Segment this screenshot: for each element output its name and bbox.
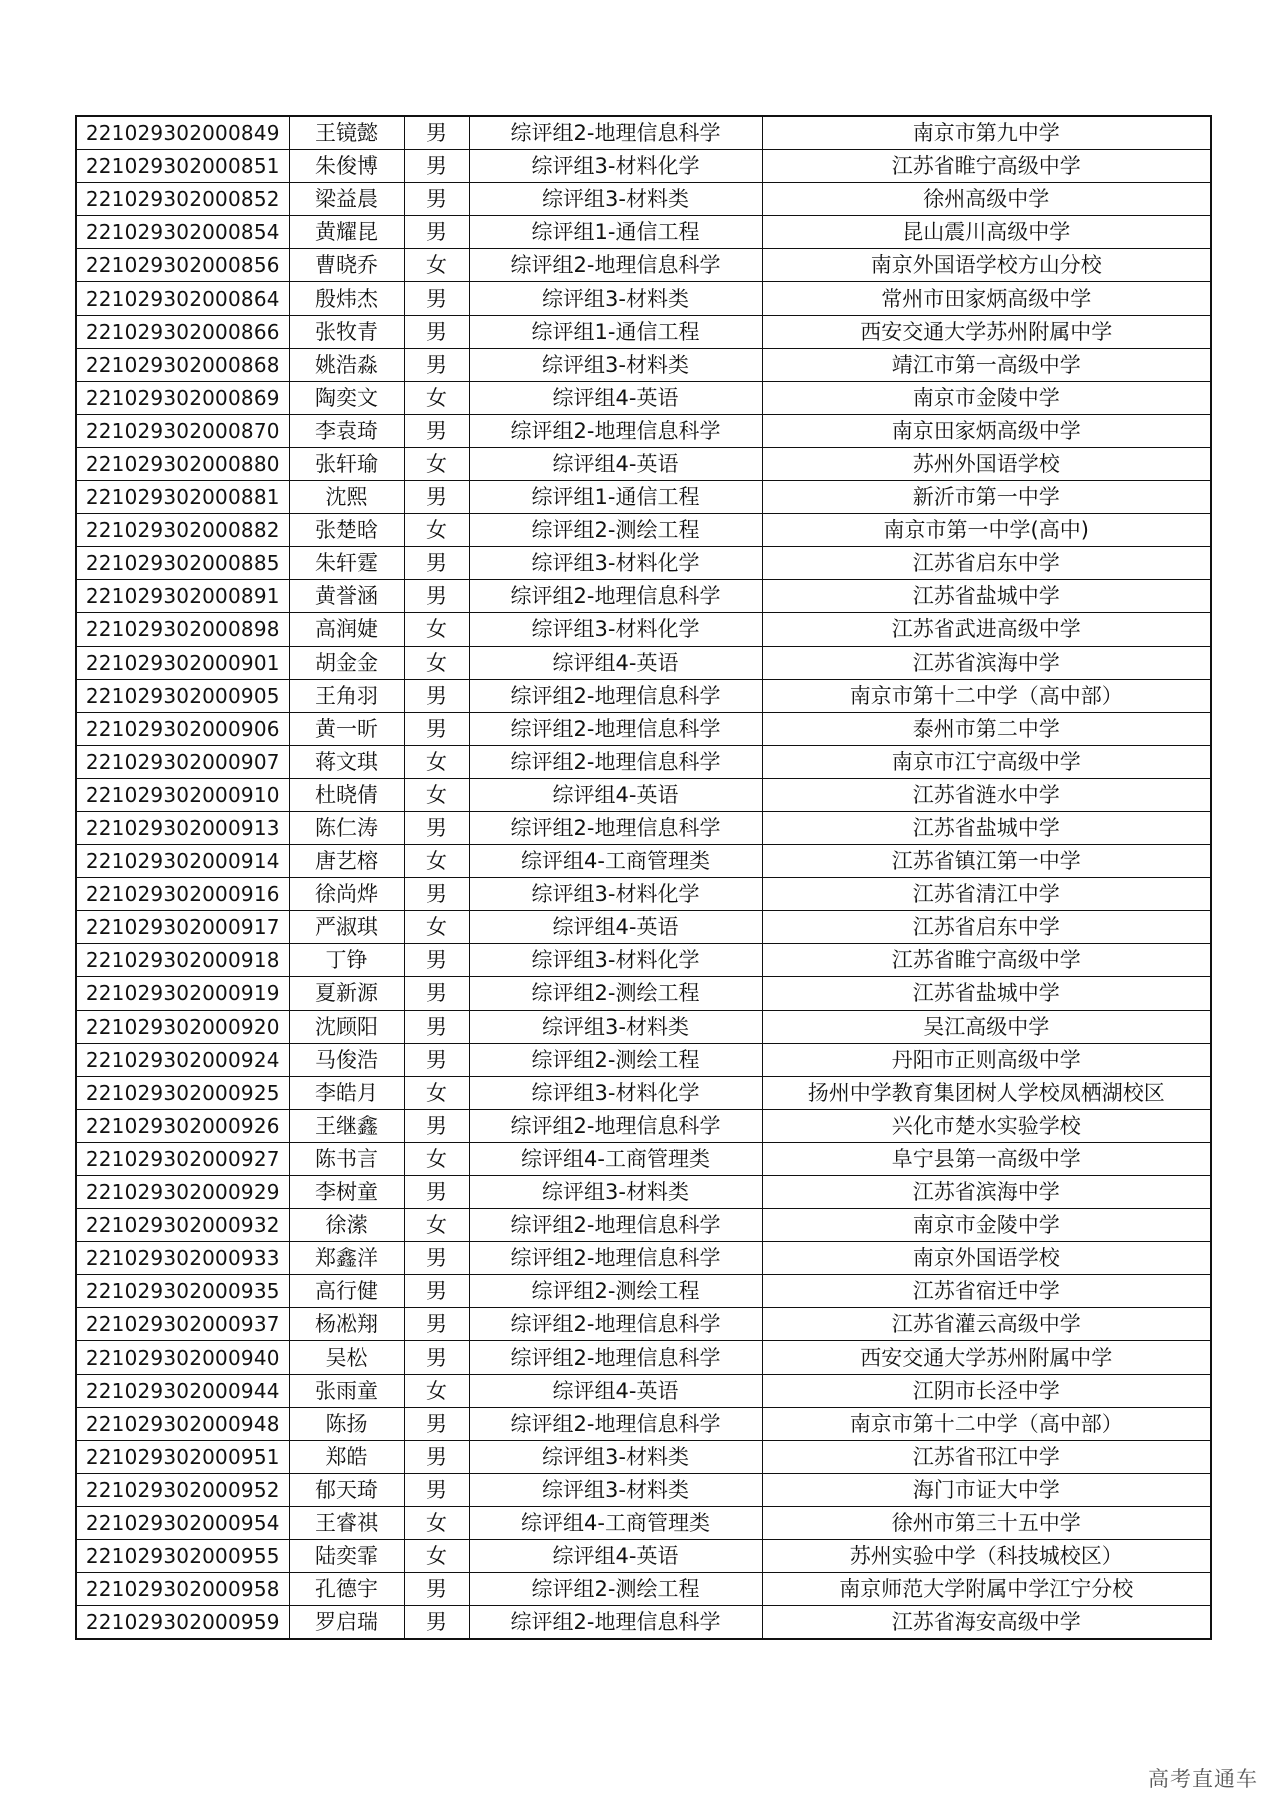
student-name-cell: 张楚晗 [289,514,404,547]
candidate-id-cell: 221029302000881 [76,481,289,514]
gender-cell: 女 [404,1142,469,1175]
student-name-cell: 夏新源 [289,977,404,1010]
table-row [76,315,1211,348]
candidate-id-cell: 221029302000856 [76,249,289,282]
group-major-cell: 综评组1-通信工程 [469,315,762,348]
gender-cell: 男 [404,1043,469,1076]
group-major-cell: 综评组3-材料类 [469,1010,762,1043]
gender-cell: 女 [404,1076,469,1109]
candidate-id-cell: 221029302000905 [76,679,289,712]
candidate-id-cell: 221029302000870 [76,414,289,447]
table-row [76,845,1211,878]
school-cell: 江苏省滨海中学 [762,1176,1211,1209]
group-major-cell: 综评组3-材料化学 [469,878,762,911]
student-name-cell: 王角羽 [289,679,404,712]
school-cell: 西安交通大学苏州附属中学 [762,315,1211,348]
school-cell: 南京市第十二中学（高中部） [762,1407,1211,1440]
school-cell: 南京田家炳高级中学 [762,414,1211,447]
student-name-cell: 郁天琦 [289,1473,404,1506]
gender-cell: 男 [404,481,469,514]
group-major-cell: 综评组4-工商管理类 [469,1506,762,1539]
student-name-cell: 曹晓乔 [289,249,404,282]
school-cell: 江苏省海安高级中学 [762,1606,1211,1640]
table-row [76,679,1211,712]
school-cell: 苏州实验中学（科技城校区） [762,1540,1211,1573]
table-row [76,1407,1211,1440]
school-cell: 吴江高级中学 [762,1010,1211,1043]
candidate-id-cell: 221029302000932 [76,1209,289,1242]
candidate-id-cell: 221029302000935 [76,1275,289,1308]
group-major-cell: 综评组2-地理信息科学 [469,1209,762,1242]
gender-cell: 男 [404,1473,469,1506]
group-major-cell: 综评组3-材料类 [469,1473,762,1506]
table-row [76,712,1211,745]
gender-cell: 男 [404,1242,469,1275]
candidate-id-cell: 221029302000864 [76,282,289,315]
gender-cell: 男 [404,547,469,580]
admission-list-table [75,115,1212,1640]
table-row [76,547,1211,580]
student-name-cell: 唐艺榕 [289,845,404,878]
candidate-id-cell: 221029302000854 [76,216,289,249]
table-row [76,1308,1211,1341]
table-row [76,1606,1211,1640]
student-name-cell: 郑皓 [289,1440,404,1473]
group-major-cell: 综评组2-地理信息科学 [469,116,762,150]
gender-cell: 女 [404,1506,469,1539]
candidate-id-cell: 221029302000907 [76,745,289,778]
group-major-cell: 综评组4-英语 [469,1374,762,1407]
gender-cell: 女 [404,249,469,282]
school-cell: 昆山震川高级中学 [762,216,1211,249]
candidate-id-cell: 221029302000919 [76,977,289,1010]
table-row [76,1109,1211,1142]
table-row [76,977,1211,1010]
gender-cell: 男 [404,1573,469,1606]
group-major-cell: 综评组2-地理信息科学 [469,1308,762,1341]
gender-cell: 女 [404,447,469,480]
school-cell: 常州市田家炳高级中学 [762,282,1211,315]
gender-cell: 男 [404,1606,469,1640]
group-major-cell: 综评组3-材料化学 [469,150,762,183]
gender-cell: 男 [404,216,469,249]
group-major-cell: 综评组2-测绘工程 [469,1573,762,1606]
table-row [76,116,1211,150]
candidate-id-cell: 221029302000940 [76,1341,289,1374]
candidate-id-cell: 221029302000916 [76,878,289,911]
table-row [76,183,1211,216]
gender-cell: 女 [404,613,469,646]
table-row [76,481,1211,514]
student-name-cell: 朱俊博 [289,150,404,183]
table-row [76,1242,1211,1275]
student-name-cell: 姚浩淼 [289,348,404,381]
candidate-id-cell: 221029302000882 [76,514,289,547]
group-major-cell: 综评组2-测绘工程 [469,514,762,547]
group-major-cell: 综评组2-地理信息科学 [469,1606,762,1640]
group-major-cell: 综评组2-地理信息科学 [469,1109,762,1142]
gender-cell: 男 [404,1109,469,1142]
candidate-id-cell: 221029302000852 [76,183,289,216]
school-cell: 南京市第一中学(高中) [762,514,1211,547]
candidate-id-cell: 221029302000866 [76,315,289,348]
group-major-cell: 综评组4-英语 [469,646,762,679]
group-major-cell: 综评组2-测绘工程 [469,977,762,1010]
school-cell: 南京市江宁高级中学 [762,745,1211,778]
table-row [76,216,1211,249]
student-name-cell: 陈扬 [289,1407,404,1440]
candidate-id-cell: 221029302000926 [76,1109,289,1142]
school-cell: 兴化市楚水实验学校 [762,1109,1211,1142]
school-cell: 徐州市第三十五中学 [762,1506,1211,1539]
group-major-cell: 综评组2-地理信息科学 [469,811,762,844]
student-name-cell: 王睿祺 [289,1506,404,1539]
school-cell: 泰州市第二中学 [762,712,1211,745]
school-cell: 靖江市第一高级中学 [762,348,1211,381]
table-row [76,911,1211,944]
candidate-id-cell: 221029302000901 [76,646,289,679]
student-name-cell: 杨凇翔 [289,1308,404,1341]
student-name-cell: 李皓月 [289,1076,404,1109]
admission-list-body [76,116,1211,1639]
gender-cell: 男 [404,150,469,183]
candidate-id-cell: 221029302000929 [76,1176,289,1209]
candidate-id-cell: 221029302000910 [76,778,289,811]
group-major-cell: 综评组2-测绘工程 [469,1043,762,1076]
student-name-cell: 罗启瑞 [289,1606,404,1640]
table-row [76,447,1211,480]
table-row [76,150,1211,183]
school-cell: 江苏省睢宁高级中学 [762,944,1211,977]
student-name-cell: 沈顾阳 [289,1010,404,1043]
table-row [76,1275,1211,1308]
gender-cell: 男 [404,282,469,315]
table-row [76,381,1211,414]
table-row [76,1176,1211,1209]
candidate-id-cell: 221029302000944 [76,1374,289,1407]
candidate-id-cell: 221029302000933 [76,1242,289,1275]
group-major-cell: 综评组3-材料类 [469,348,762,381]
table-row [76,1374,1211,1407]
student-name-cell: 黄一昕 [289,712,404,745]
group-major-cell: 综评组4-英语 [469,778,762,811]
student-name-cell: 吴松 [289,1341,404,1374]
gender-cell: 女 [404,1209,469,1242]
student-name-cell: 殷炜杰 [289,282,404,315]
group-major-cell: 综评组3-材料化学 [469,944,762,977]
gender-cell: 男 [404,878,469,911]
student-name-cell: 徐尚烨 [289,878,404,911]
school-cell: 江苏省灌云高级中学 [762,1308,1211,1341]
school-cell: 海门市证大中学 [762,1473,1211,1506]
table-row [76,580,1211,613]
table-row [76,1209,1211,1242]
gender-cell: 女 [404,1374,469,1407]
school-cell: 江苏省睢宁高级中学 [762,150,1211,183]
candidate-id-cell: 221029302000914 [76,845,289,878]
student-name-cell: 严淑琪 [289,911,404,944]
school-cell: 江苏省镇江第一中学 [762,845,1211,878]
candidate-id-cell: 221029302000849 [76,116,289,150]
school-cell: 江苏省武进高级中学 [762,613,1211,646]
table-row [76,878,1211,911]
table-row [76,1142,1211,1175]
group-major-cell: 综评组4-工商管理类 [469,845,762,878]
table-row [76,1341,1211,1374]
school-cell: 南京外国语学校方山分校 [762,249,1211,282]
table-row [76,1473,1211,1506]
student-name-cell: 马俊浩 [289,1043,404,1076]
school-cell: 丹阳市正则高级中学 [762,1043,1211,1076]
table-row [76,249,1211,282]
candidate-id-cell: 221029302000958 [76,1573,289,1606]
table-row [76,348,1211,381]
gender-cell: 男 [404,977,469,1010]
student-name-cell: 李袁琦 [289,414,404,447]
candidate-id-cell: 221029302000851 [76,150,289,183]
student-name-cell: 梁益晨 [289,183,404,216]
candidate-id-cell: 221029302000891 [76,580,289,613]
student-name-cell: 黄耀昆 [289,216,404,249]
student-name-cell: 陶奕文 [289,381,404,414]
school-cell: 江苏省涟水中学 [762,778,1211,811]
gender-cell: 女 [404,778,469,811]
school-cell: 江苏省盐城中学 [762,580,1211,613]
group-major-cell: 综评组3-材料化学 [469,1076,762,1109]
school-cell: 南京市第九中学 [762,116,1211,150]
group-major-cell: 综评组2-地理信息科学 [469,414,762,447]
table-row [76,613,1211,646]
school-cell: 江苏省启东中学 [762,911,1211,944]
candidate-id-cell: 221029302000898 [76,613,289,646]
table-row [76,745,1211,778]
gender-cell: 男 [404,1440,469,1473]
gender-cell: 男 [404,1010,469,1043]
gender-cell: 男 [404,679,469,712]
school-cell: 江苏省盐城中学 [762,977,1211,1010]
school-cell: 新沂市第一中学 [762,481,1211,514]
group-major-cell: 综评组2-地理信息科学 [469,745,762,778]
gender-cell: 男 [404,414,469,447]
gender-cell: 男 [404,116,469,150]
gender-cell: 男 [404,811,469,844]
candidate-id-cell: 221029302000924 [76,1043,289,1076]
table-row [76,1076,1211,1109]
group-major-cell: 综评组2-地理信息科学 [469,249,762,282]
school-cell: 江苏省滨海中学 [762,646,1211,679]
table-row [76,1540,1211,1573]
school-cell: 江苏省启东中学 [762,547,1211,580]
candidate-id-cell: 221029302000948 [76,1407,289,1440]
school-cell: 南京市第十二中学（高中部） [762,679,1211,712]
gender-cell: 女 [404,911,469,944]
table-row [76,944,1211,977]
candidate-id-cell: 221029302000925 [76,1076,289,1109]
student-name-cell: 黄誉涵 [289,580,404,613]
group-major-cell: 综评组4-英语 [469,911,762,944]
student-name-cell: 徐潆 [289,1209,404,1242]
table-row [76,646,1211,679]
candidate-id-cell: 221029302000951 [76,1440,289,1473]
student-name-cell: 张雨童 [289,1374,404,1407]
gender-cell: 女 [404,514,469,547]
table-row [76,1010,1211,1043]
group-major-cell: 综评组2-地理信息科学 [469,1341,762,1374]
student-name-cell: 李树童 [289,1176,404,1209]
candidate-id-cell: 221029302000917 [76,911,289,944]
group-major-cell: 综评组3-材料类 [469,1440,762,1473]
group-major-cell: 综评组2-地理信息科学 [469,1242,762,1275]
school-cell: 南京外国语学校 [762,1242,1211,1275]
group-major-cell: 综评组3-材料类 [469,183,762,216]
group-major-cell: 综评组3-材料化学 [469,547,762,580]
school-cell: 南京师范大学附属中学江宁分校 [762,1573,1211,1606]
gender-cell: 男 [404,712,469,745]
school-cell: 西安交通大学苏州附属中学 [762,1341,1211,1374]
school-cell: 江苏省宿迁中学 [762,1275,1211,1308]
table-row [76,514,1211,547]
group-major-cell: 综评组2-测绘工程 [469,1275,762,1308]
group-major-cell: 综评组3-材料类 [469,1176,762,1209]
gender-cell: 女 [404,845,469,878]
school-cell: 江苏省邗江中学 [762,1440,1211,1473]
gender-cell: 女 [404,381,469,414]
gender-cell: 男 [404,944,469,977]
school-cell: 扬州中学教育集团树人学校凤栖湖校区 [762,1076,1211,1109]
group-major-cell: 综评组1-通信工程 [469,481,762,514]
candidate-id-cell: 221029302000927 [76,1142,289,1175]
candidate-id-cell: 221029302000906 [76,712,289,745]
table-row [76,811,1211,844]
student-name-cell: 陈仁涛 [289,811,404,844]
table-row [76,414,1211,447]
candidate-id-cell: 221029302000868 [76,348,289,381]
gender-cell: 女 [404,1540,469,1573]
candidate-id-cell: 221029302000954 [76,1506,289,1539]
candidate-id-cell: 221029302000955 [76,1540,289,1573]
student-name-cell: 陆奕霏 [289,1540,404,1573]
candidate-id-cell: 221029302000918 [76,944,289,977]
gender-cell: 男 [404,1176,469,1209]
student-name-cell: 高行健 [289,1275,404,1308]
candidate-id-cell: 221029302000913 [76,811,289,844]
site-watermark: 高考直通车 [1148,1767,1258,1791]
gender-cell: 男 [404,315,469,348]
gender-cell: 男 [404,1275,469,1308]
student-name-cell: 高润婕 [289,613,404,646]
gender-cell: 男 [404,1407,469,1440]
school-cell: 江苏省盐城中学 [762,811,1211,844]
gender-cell: 男 [404,1341,469,1374]
school-cell: 阜宁县第一高级中学 [762,1142,1211,1175]
school-cell: 南京市金陵中学 [762,1209,1211,1242]
group-major-cell: 综评组4-英语 [469,1540,762,1573]
school-cell: 苏州外国语学校 [762,447,1211,480]
table-row [76,778,1211,811]
group-major-cell: 综评组4-英语 [469,447,762,480]
group-major-cell: 综评组2-地理信息科学 [469,580,762,613]
group-major-cell: 综评组2-地理信息科学 [469,679,762,712]
group-major-cell: 综评组1-通信工程 [469,216,762,249]
student-name-cell: 胡金金 [289,646,404,679]
group-major-cell: 综评组3-材料化学 [469,613,762,646]
student-name-cell: 王镜懿 [289,116,404,150]
candidate-id-cell: 221029302000937 [76,1308,289,1341]
group-major-cell: 综评组3-材料类 [469,282,762,315]
table-row [76,1043,1211,1076]
gender-cell: 男 [404,183,469,216]
student-name-cell: 丁铮 [289,944,404,977]
student-name-cell: 沈熙 [289,481,404,514]
school-cell: 江苏省清江中学 [762,878,1211,911]
table-row [76,1573,1211,1606]
school-cell: 江阴市长泾中学 [762,1374,1211,1407]
group-major-cell: 综评组4-工商管理类 [469,1142,762,1175]
gender-cell: 女 [404,646,469,679]
candidate-id-cell: 221029302000869 [76,381,289,414]
gender-cell: 女 [404,745,469,778]
student-name-cell: 张轩瑜 [289,447,404,480]
student-name-cell: 张牧青 [289,315,404,348]
student-name-cell: 郑鑫洋 [289,1242,404,1275]
school-cell: 南京市金陵中学 [762,381,1211,414]
gender-cell: 男 [404,1308,469,1341]
student-name-cell: 杜晓倩 [289,778,404,811]
school-cell: 徐州高级中学 [762,183,1211,216]
student-name-cell: 陈书言 [289,1142,404,1175]
candidate-id-cell: 221029302000952 [76,1473,289,1506]
gender-cell: 男 [404,580,469,613]
student-name-cell: 王继鑫 [289,1109,404,1142]
student-name-cell: 蒋文琪 [289,745,404,778]
group-major-cell: 综评组2-地理信息科学 [469,1407,762,1440]
table-row [76,1440,1211,1473]
student-name-cell: 孔德宇 [289,1573,404,1606]
table-row [76,282,1211,315]
student-name-cell: 朱轩霆 [289,547,404,580]
group-major-cell: 综评组4-英语 [469,381,762,414]
table-row [76,1506,1211,1539]
candidate-id-cell: 221029302000959 [76,1606,289,1640]
group-major-cell: 综评组2-地理信息科学 [469,712,762,745]
candidate-id-cell: 221029302000920 [76,1010,289,1043]
candidate-id-cell: 221029302000880 [76,447,289,480]
gender-cell: 男 [404,348,469,381]
candidate-id-cell: 221029302000885 [76,547,289,580]
